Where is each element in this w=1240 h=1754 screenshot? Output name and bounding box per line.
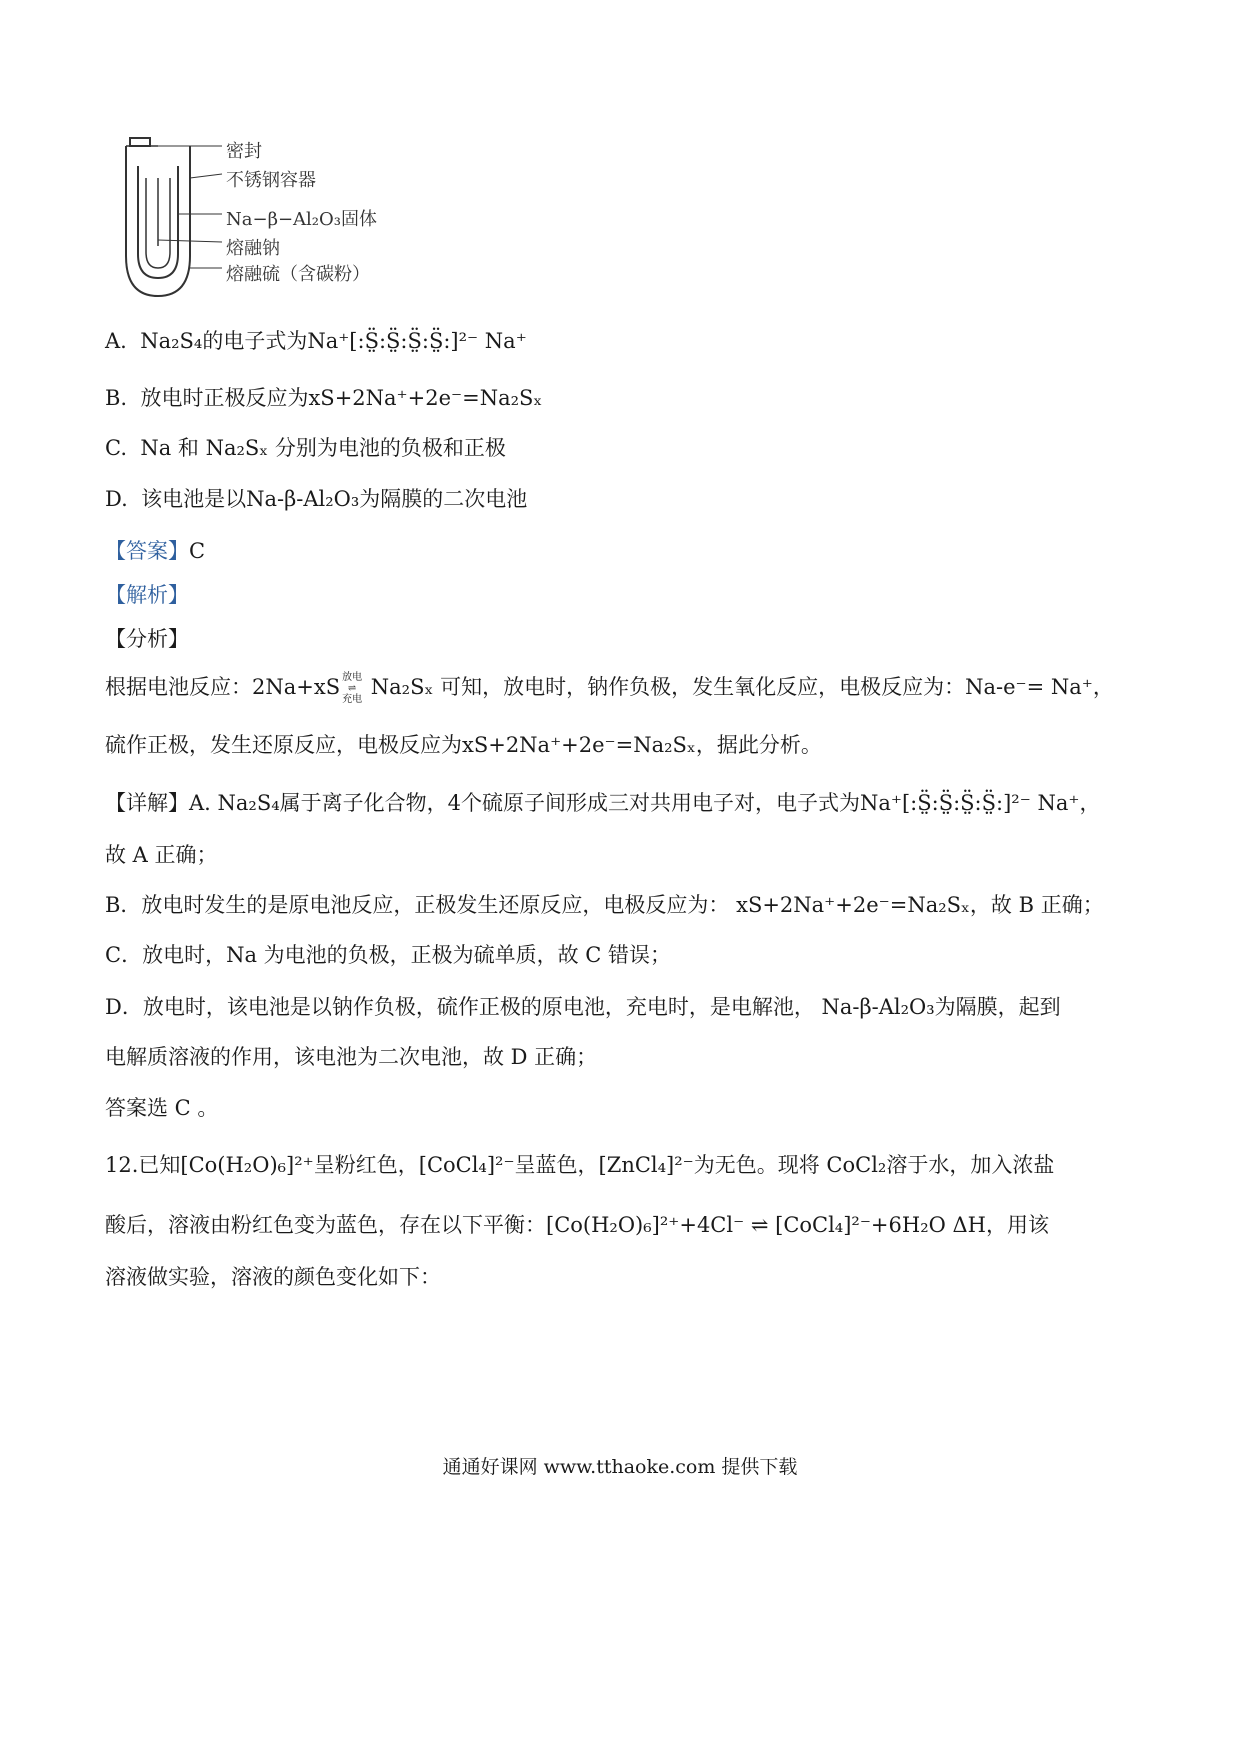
detail-line-4: C．放电时，Na 为电池的负极，正极为硫单质，故 C 错误； [105, 943, 672, 967]
option-a: A. Na₂S₄的电子式为Na⁺[:S̤̈:S̤̈:S̤̈:S̤̈:]²⁻ Na⁺ [105, 329, 527, 353]
footer-text: 通通好课网 www.tthaoke.com 提供下载 [442, 1456, 798, 1478]
option-b-formula: xS+2Na⁺+2e⁻=Na₂Sₓ [308, 386, 543, 410]
fenxi-heading: 【分析】 [105, 627, 189, 651]
answer-line [105, 536, 205, 566]
diagram-label-seal: 密封 [226, 141, 262, 162]
diagram-cap [130, 138, 150, 146]
answer-label: 【答案】 [105, 539, 189, 563]
option-c: C. Na 和 Na₂Sₓ 分别为电池的负极和正极 [105, 436, 506, 460]
q12-line-1: 12.已知[Co(H₂O)₆]²⁺呈粉红色，[CoCl₄]²⁻呈蓝色，[ZnCl₄]²⁻为无色。现将 CoCl₂溶于水，加入浓盐 [105, 1153, 1055, 1177]
option-a-formula: Na⁺[:S̤̈:S̤̈:S̤̈:S̤̈:]²⁻ Na⁺ [307, 329, 527, 353]
q12-line-3: 溶液做实验，溶液的颜色变化如下： [105, 1265, 441, 1289]
analysis-line-2: 硫作正极，发生还原反应，电极反应为xS+2Na⁺+2e⁻=Na₂Sₓ，据此分析。 [105, 733, 822, 757]
answer-value: C [189, 539, 206, 563]
diagram-label-molten-sodium: 熔融钠 [226, 238, 280, 259]
diagram-label-container: 不锈钢容器 [226, 170, 316, 191]
diagram-label-beta-alumina: Na−β−Al₂O₃固体 [226, 209, 377, 230]
detail-line-5: D．放电时，该电池是以钠作负极，硫作正极的原电池，充电时，是电解池， Na-β-Al₂O₃为隔膜，起到 [105, 995, 1061, 1019]
jiexi-heading: 【解析】 [105, 583, 189, 607]
detail-line-1: 【详解】A. Na₂S₄属于离子化合物，4个硫原子间形成三对共用电子对，电子式为Na⁺[:S̤̈:S̤̈:S̤̈:S̤̈:]²⁻ Na⁺， [105, 791, 1101, 815]
option-d: D. 该电池是以Na-β-Al₂O₃为隔膜的二次电池 [105, 487, 528, 511]
option-b: B. 放电时正极反应为xS+2Na⁺+2e⁻=Na₂Sₓ [105, 386, 543, 410]
q12-line-2: 酸后，溶液由粉红色变为蓝色，存在以下平衡：[Co(H₂O)₆]²⁺+4Cl⁻ ⇌ [CoCl₄]²⁻+6H₂O ΔH，用该 [105, 1213, 1049, 1237]
detail-line-6: 电解质溶液的作用，该电池为二次电池，故 D 正确； [105, 1045, 598, 1069]
detail-line-2: 故 A 正确； [105, 843, 218, 867]
reaction-arrow: 放电 ⇌ 充电 [342, 672, 363, 705]
analysis-line-1: 根据电池反应：2Na+xS 放电 ⇌ 充电 Na₂Sₓ 可知，放电时，钠作负极，发生氧化反应，电极反应为：Na-e⁻= Na⁺， [105, 672, 1114, 705]
diagram-label-molten-sulfur: 熔融硫（含碳粉） [226, 264, 370, 285]
detail-line-7: 答案选 C 。 [105, 1096, 219, 1120]
detail-line-3: B．放电时发生的是原电池反应，正极发生还原反应，电极反应为： xS+2Na⁺+2e⁻=Na₂Sₓ，故 B 正确； [105, 893, 1104, 917]
